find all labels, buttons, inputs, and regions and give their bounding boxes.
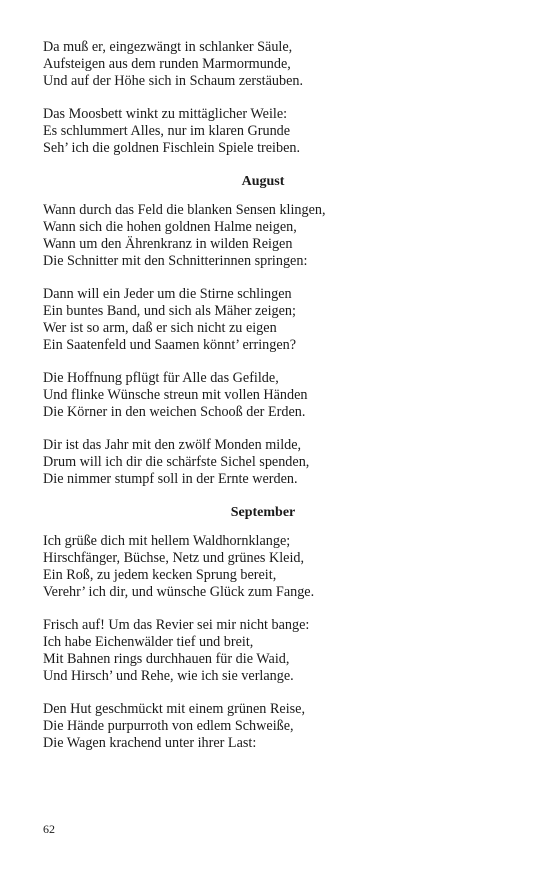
poem-line: Drum will ich dir die schärfste Sichel spenden, [43, 454, 310, 470]
poem-line: Da muß er, eingezwängt in schlanker Säule, [43, 39, 293, 55]
stanza [43, 286, 483, 354]
section-august [43, 173, 483, 488]
poem-line: Ein Roß, zu jedem kecken Sprung bereit, [43, 567, 277, 583]
stanza [43, 202, 483, 270]
poem-line: Verehr’ ich dir, und wünsche Glück zum Fange. [43, 584, 315, 600]
poem-content [43, 39, 483, 768]
poem-line: Wann sich die hohen goldnen Halme neigen, [43, 219, 297, 235]
stanza [43, 701, 483, 752]
poem-line: Ein Saatenfeld und Saamen könnt’ erringen? [43, 337, 297, 353]
page-number: 62 [43, 822, 55, 836]
stanza [43, 370, 483, 421]
poem-line: Die Wagen krachend unter ihrer Last: [43, 735, 257, 751]
poem-line: Wer ist so arm, daß er sich nicht zu eigen [43, 320, 277, 336]
section-heading-august: August [241, 174, 285, 189]
poem-line: Wann durch das Feld die blanken Sensen klingen, [43, 202, 326, 218]
stanza [43, 617, 483, 685]
poem-line: Die nimmer stumpf soll in der Ernte werden. [43, 471, 298, 487]
poem-line: Die Körner in den weichen Schooß der Erden. [43, 404, 306, 420]
section-september [43, 504, 483, 752]
poem-line: Die Schnitter mit den Schnitterinnen springen: [43, 253, 308, 269]
poem-line: Mit Bahnen rings durchhauen für die Waid, [43, 651, 290, 667]
poem-line: Die Hände purpurroth von edlem Schweiße, [43, 718, 294, 734]
poem-line: Und auf der Höhe sich in Schaum zerstäuben. [43, 73, 304, 89]
poem-line: Dann will ein Jeder um die Stirne schlingen [43, 286, 292, 302]
stanza [43, 106, 483, 157]
stanza [43, 533, 483, 601]
poem-line: Ich grüße dich mit hellem Waldhornklange; [43, 533, 291, 549]
poem-line: Das Moosbett winkt zu mittäglicher Weile: [43, 106, 288, 122]
poem-line: Dir ist das Jahr mit den zwölf Monden milde, [43, 437, 302, 453]
poem-line: Den Hut geschmückt mit einem grünen Reise, [43, 701, 306, 717]
poem-line: Es schlummert Alles, nur im klaren Grunde [43, 123, 291, 139]
poem-line: Aufsteigen aus dem runden Marmormunde, [43, 56, 291, 72]
stanza-group-top [43, 39, 483, 157]
poem-line: Ein buntes Band, und sich als Mäher zeigen; [43, 303, 296, 319]
poem-line: Wann um den Ährenkranz in wilden Reigen [43, 236, 293, 252]
poem-line: Und flinke Wünsche streun mit vollen Händen [43, 387, 308, 403]
section-heading-september: September [230, 505, 296, 520]
stanza [43, 437, 483, 488]
poem-line: Ich habe Eichenwälder tief und breit, [43, 634, 254, 650]
poem-line: Seh’ ich die goldnen Fischlein Spiele treiben. [43, 140, 301, 156]
stanza [43, 39, 483, 90]
poem-line: Und Hirsch’ und Rehe, wie ich sie verlange. [43, 668, 294, 684]
poem-line: Die Hoffnung pflügt für Alle das Gefilde, [43, 370, 279, 386]
poem-line: Frisch auf! Um das Revier sei mir nicht bange: [43, 617, 310, 633]
poem-line: Hirschfänger, Büchse, Netz und grünes Kleid, [43, 550, 305, 566]
